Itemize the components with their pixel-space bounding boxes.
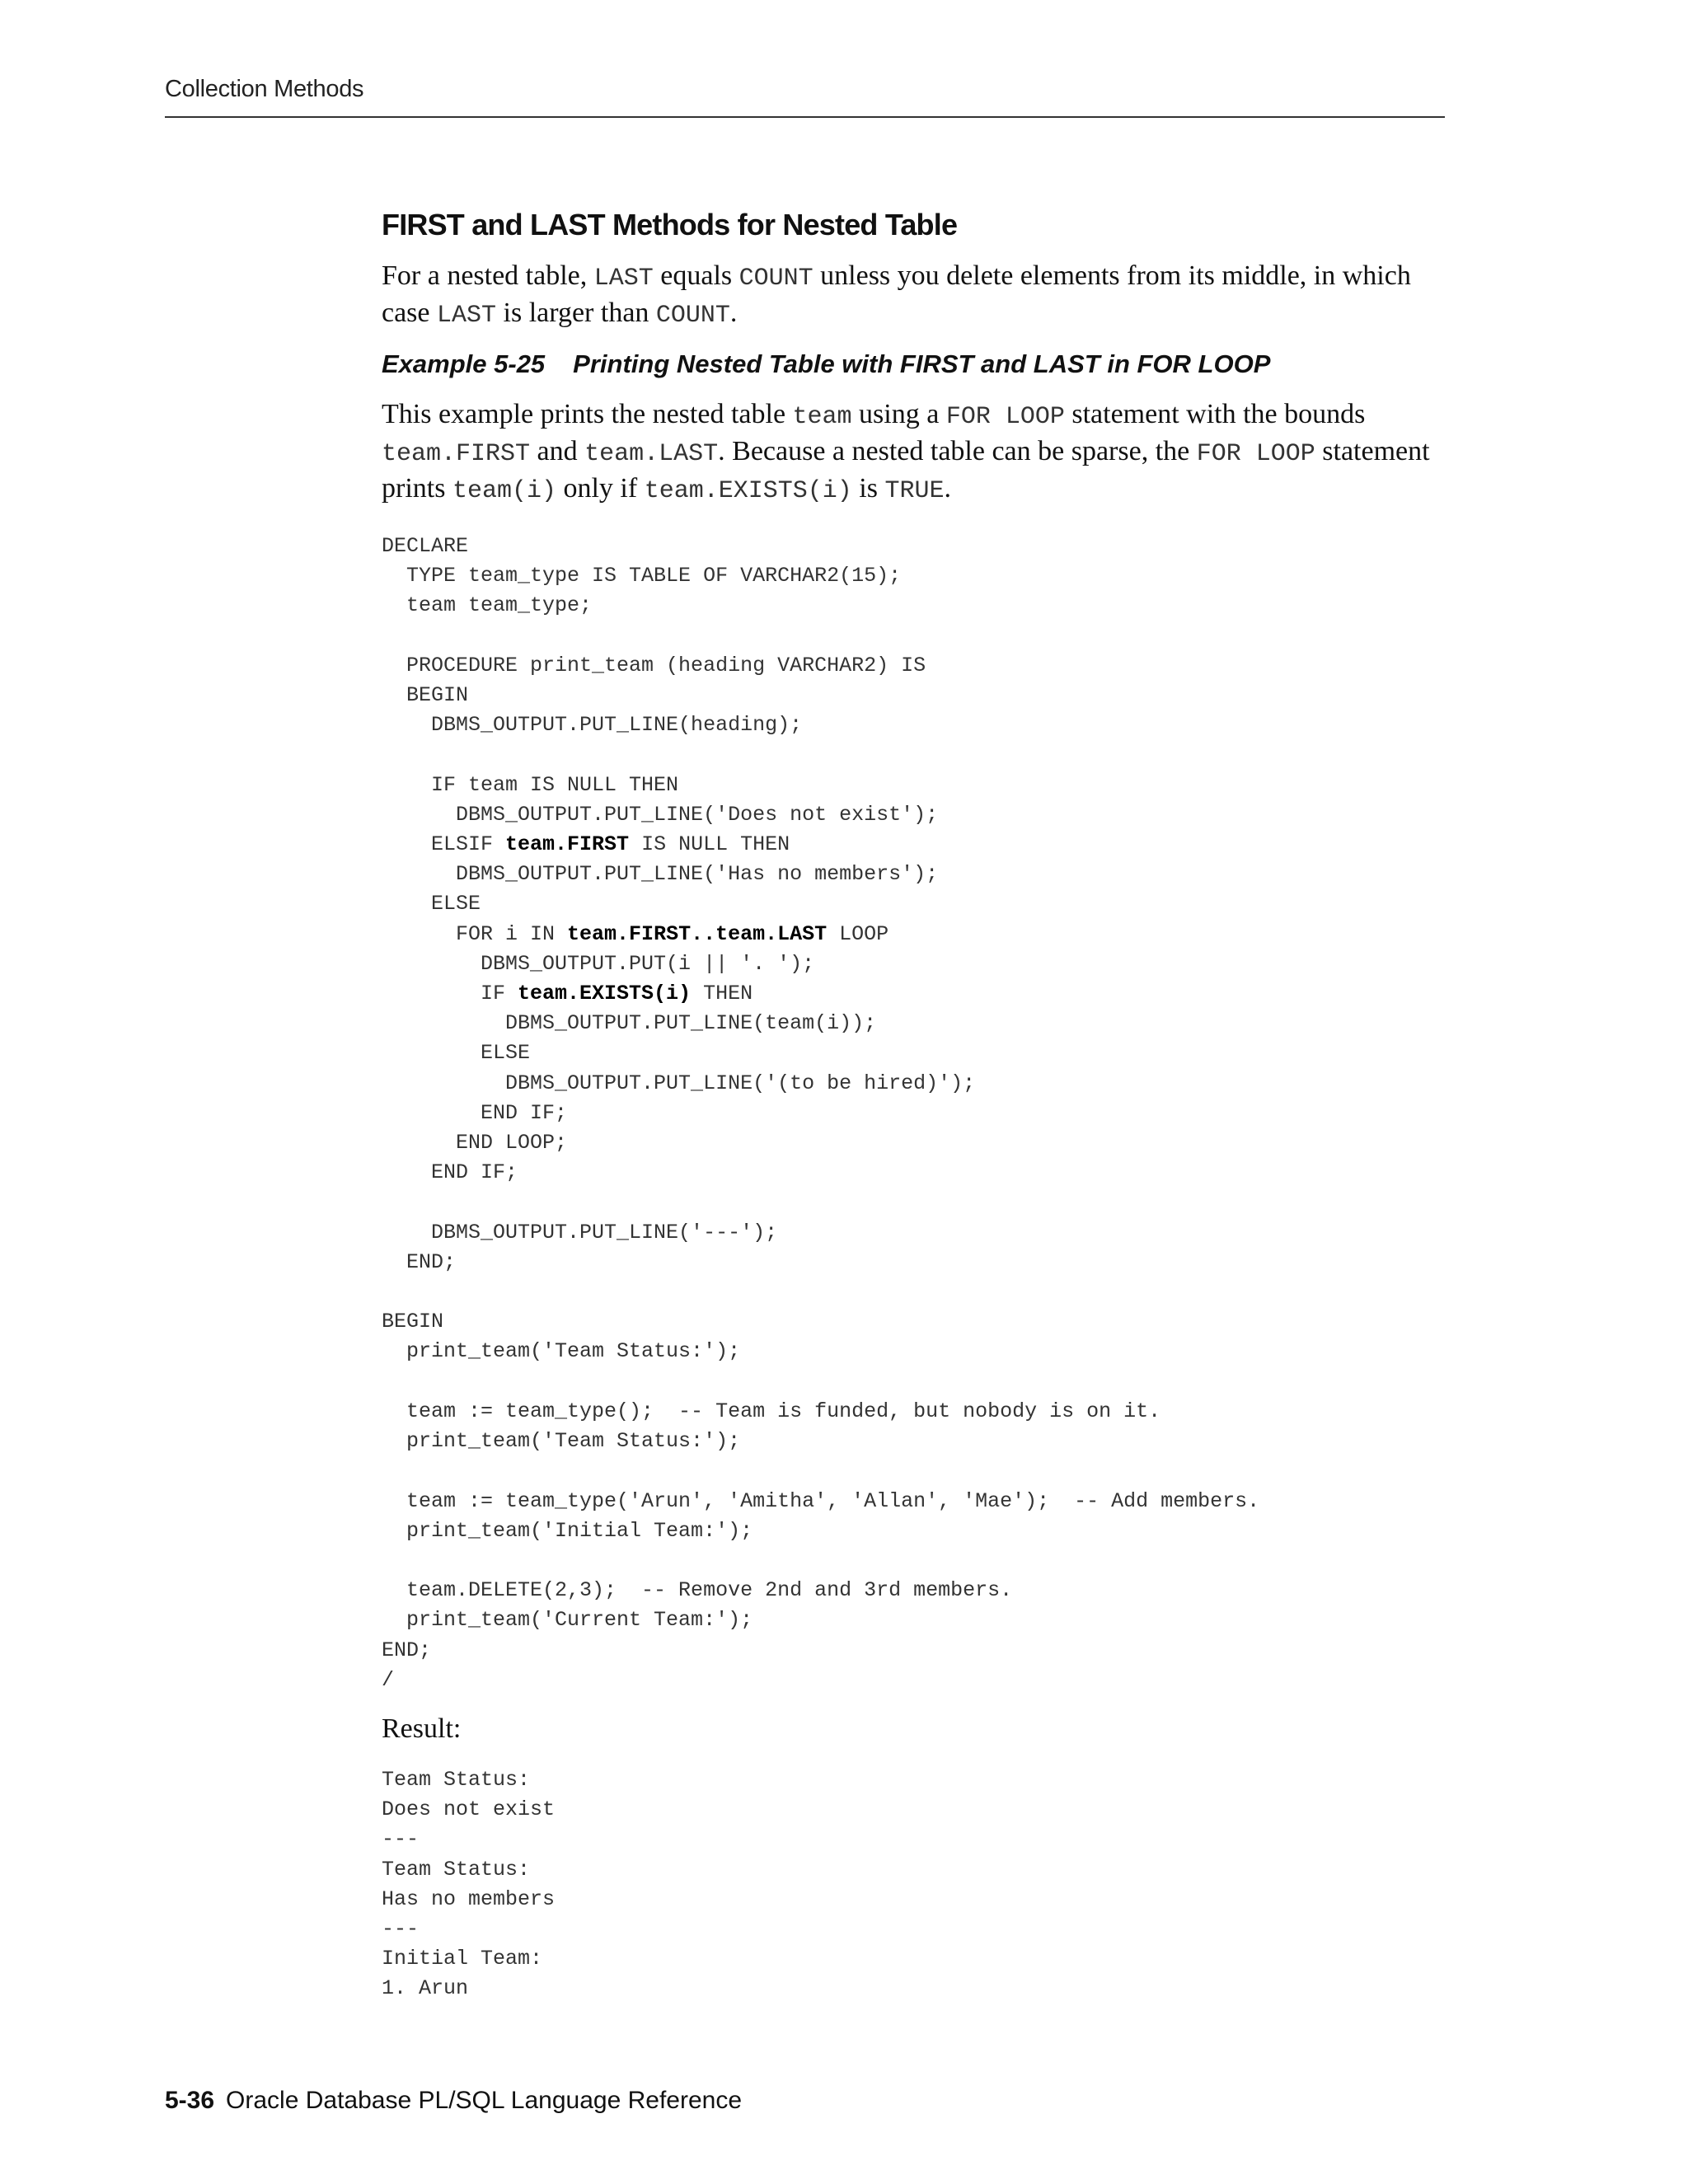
book-title: Oracle Database PL/SQL Language Reference xyxy=(226,2087,743,2114)
desc-code-5: FOR LOOP xyxy=(1196,440,1315,468)
intro-code-3: LAST xyxy=(437,302,497,330)
desc-code-4: team.LAST xyxy=(584,440,719,468)
intro-text-4: is larger than xyxy=(496,298,656,328)
header-rule xyxy=(165,116,1445,118)
code-part-1: DECLARE TYPE team_type IS TABLE OF VARCHAR2(15); team team_type; PROCEDURE print_team (heading VARCHAR2) IS BEGIN DBMS_OUTPUT.PUT_LINE(heading); IF team IS NULL THEN DBMS_OUTPUT.PUT_LINE('Does not exist'); ELSIF xyxy=(382,534,939,857)
desc-text-7: only if xyxy=(556,473,645,504)
desc-text-9: . xyxy=(944,473,951,504)
desc-text-6: statement prints xyxy=(382,436,1430,504)
code-bold-1: team.FIRST xyxy=(505,832,630,857)
desc-code-7: team.EXISTS(i) xyxy=(644,477,852,505)
intro-text-1: For a nested table, xyxy=(382,260,594,291)
intro-code-4: COUNT xyxy=(655,302,730,330)
intro-text-2: equals xyxy=(653,260,739,291)
example-heading xyxy=(382,349,1453,379)
page-number: 5-36 xyxy=(165,2087,215,2114)
example-description xyxy=(382,397,1453,509)
code-part-2: IS NULL THEN DBMS_OUTPUT.PUT_LINE('Has no members'); ELSE FOR i IN xyxy=(431,832,939,946)
section-intro xyxy=(382,259,1453,333)
desc-code-1: team xyxy=(792,403,852,431)
desc-text-3: statement with the bounds xyxy=(1064,399,1366,429)
desc-code-2: FOR LOOP xyxy=(945,403,1065,431)
result-output: Team Status: Does not exist --- Team Status: Has no members --- Initial Team: 1. Arun xyxy=(382,1767,556,2001)
code-bold-2: team.FIRST..team.LAST xyxy=(567,921,828,946)
desc-code-6: team(i) xyxy=(452,477,556,505)
desc-text-5: . Because a nested table can be sparse, the xyxy=(718,436,1197,466)
page-content xyxy=(382,208,1453,2004)
intro-code-1: LAST xyxy=(593,265,654,293)
code-part-3: LOOP DBMS_OUTPUT.PUT(i || '. '); IF xyxy=(481,921,889,1006)
desc-code-3: team.FIRST xyxy=(382,440,531,468)
desc-text-4: and xyxy=(530,436,585,466)
intro-text-5: . xyxy=(729,298,738,328)
desc-text-1: This example prints the nested table xyxy=(382,399,793,429)
code-bold-3: team.EXISTS(i) xyxy=(518,982,692,1006)
section-title: FIRST and LAST Methods for Nested Table xyxy=(382,208,958,241)
desc-code-8: TRUE xyxy=(884,477,945,505)
intro-code-2: COUNT xyxy=(738,265,814,293)
example-number: Example 5-25 xyxy=(382,349,546,378)
code-listing xyxy=(382,532,1453,1695)
running-header: Collection Methods xyxy=(165,76,364,102)
desc-text-8: is xyxy=(851,473,885,504)
example-title: Printing Nested Table with FIRST and LAST in FOR LOOP xyxy=(573,349,1271,378)
intro-text-3: unless you delete elements from its middle, in which case xyxy=(382,260,1411,328)
page-footer xyxy=(165,2087,742,2115)
code-part-4: THEN DBMS_OUTPUT.PUT_LINE(team(i)); ELSE DBMS_OUTPUT.PUT_LINE('(to be hired)'); END IF; END LOOP; END IF; DBMS_OUTPUT.PUT_LINE('---'); END; BEGIN print_team('Team Status:'); team := team_type(); -- Team is funded, but nobody is on it. print_team('Team Status:'); team := team_type('Arun', 'Amitha', 'Allan', 'Mae'); -- Add members. print_team('Initial Team:'); team.DELETE(2,3); -- Remove 2nd and 3rd members. print_team('Current Team:'); END; / xyxy=(382,982,1260,1692)
result-label: Result: xyxy=(382,1713,462,1744)
desc-text-2: using a xyxy=(851,399,946,429)
